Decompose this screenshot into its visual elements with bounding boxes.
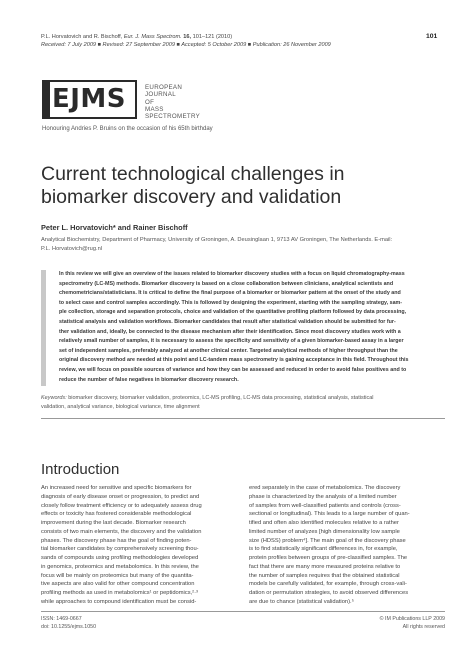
body-line: the number of samples requires that the obtained statistical — [249, 572, 400, 579]
footer-copyright — [380, 615, 445, 631]
abstract-line: statistical analysis and validation workflows. Biomarker candidates that result after statistical validation should be submitted for fur- — [59, 318, 396, 325]
affiliation-line: P.L. Horvatovich@rug.nl — [41, 245, 102, 252]
body-line: ered separately in the case of metabolomics. The discovery — [249, 485, 401, 491]
copyright: © IM Publications LLP 2009 — [379, 616, 445, 622]
divider — [41, 418, 445, 419]
journal-name — [145, 84, 200, 120]
abstract-line: review, we will focus on possible sources of variance and how they can be assessed and reduced in order to avoid false positives and to — [59, 366, 407, 373]
body-line: phases. The discovery phase has the goal of finding poten- — [41, 537, 192, 544]
body-line: closely follow treatment efficiency or to adequately assess drug — [41, 502, 202, 509]
body-line: consists of two main elements, the discovery and the validation — [41, 528, 202, 535]
keywords-line: validation, analytical variance, biological variance, time alignment — [41, 403, 200, 410]
body-line: limited number of analyzes [high dimensionality low sample — [249, 528, 400, 535]
body-line: sands of compounds using profiling methodologies developed — [41, 555, 199, 561]
rights: All rights reserved — [402, 624, 445, 630]
body-line: are due to chance (statistical validation).⁵ — [249, 598, 354, 605]
title-line: Current technological challenges in — [41, 163, 345, 185]
journal-name-line: EUROPEAN — [145, 84, 183, 91]
journal-name-line: SPECTROMETRY — [145, 113, 201, 121]
body-line: profiling methods as used in metabolomics¹ or peptidomics,²·³ — [41, 590, 198, 596]
body-line: in genomics, proteomics and metabolomics. In this review, the — [41, 563, 199, 570]
body-line: phase is characterized by the analysis of a limited number — [249, 493, 397, 500]
keywords-label: Keywords: — [41, 395, 67, 401]
honour-line: Honouring Andries P. Bruins on the occasion of his 65th birthday — [42, 126, 213, 132]
citation-authors: P.L. Horvatovich and R. Bischoff, — [41, 34, 124, 40]
body-line: dation or permutation strategies, to avoid observed differences — [249, 590, 409, 596]
citation-journal: Eur. J. Mass Spectrom. — [123, 34, 182, 40]
body-line: models be carefully validated, for example, through cross-vali- — [249, 581, 407, 588]
citation-pages-year: 101–121 (2010) — [191, 34, 233, 40]
keywords — [41, 394, 446, 411]
abstract-line: spectrometry (LC-MS) methods. Biomarker discovery is based on a close collaboration between clinicians, analytical scientists and — [59, 280, 394, 287]
page-number: 101 — [426, 33, 438, 40]
journal-logo: EJMS — [52, 84, 127, 114]
body-line: An increased need for sensitive and specific biomarkers for — [41, 485, 192, 491]
abstract-line: reduce the number of false negatives in biomarker discovery research. — [59, 376, 239, 383]
abstract-line: set of independent samples, preferably analyzed at another clinical center. Targeted analytical methods of higher throughput than the — [59, 347, 398, 354]
abstract — [59, 270, 444, 385]
abstract-bar — [41, 270, 46, 386]
footer-issn — [41, 615, 96, 631]
body-line: size (HDSS) problem⁴]. The main goal of the discovery phase — [249, 537, 406, 544]
running-header — [41, 33, 421, 49]
keywords-line — [41, 394, 446, 403]
body-line: tial biomarker candidates by comprehensively screening thou- — [41, 546, 199, 553]
affiliation — [41, 236, 441, 253]
authors: Peter L. Horvatovich* and Rainer Bischoff — [41, 223, 188, 232]
abstract-line: In this review we will give an overview of the issues related to biomarker discovery studies with a focus on liquid chromatography-mass — [59, 271, 405, 277]
body-line: effects or toxicity has fostered considerable methodological — [41, 511, 192, 518]
abstract-line: original discovery method are needed at this point and LC-tandem mass spectrometry is gaining acceptance in this field. Throughout this — [59, 357, 409, 364]
abstract-line: chemometricians/statisticians. It is critical to define the final purpose of a biomarker or biomarker pattern at the onset of the study and — [59, 290, 401, 297]
journal-name-line: JOURNAL — [145, 91, 176, 99]
citation-volume: 16, — [181, 34, 192, 40]
body-line: while approaches to compound identification must be consid- — [41, 598, 197, 605]
journal-name-line: MASS — [145, 105, 164, 113]
body-line: fact that there are many more measured proteins relative to — [249, 563, 401, 570]
body-line: protein profiles between groups of pre-classified samples. The — [249, 555, 408, 561]
body-line: improvement during the last decade. Biomarker research — [41, 520, 186, 526]
title-line: biomarker discovery and validation — [41, 186, 342, 208]
body-line: tified and often also identified molecules relative to a rather — [249, 520, 399, 526]
abstract-line: relatively small number of samples, it is necessary to assess the specificity and sensitivity of a given biomarker-based assay in a larger — [59, 338, 404, 345]
body-line: diagnosis of early disease onset or progression, to predict and — [41, 493, 200, 500]
keywords-text: biomarker discovery, biomarker validation, proteomics, LC-MS profiling, LC-MS data processing, statistical analysis, statistical — [66, 395, 374, 401]
body-line: sectional or longitudinal). This leads to a large number of quan- — [249, 511, 410, 518]
abstract-line: ple collection, storage and separation protocols, choice and validation of the quantitative profiling platform followed by data processing, — [59, 309, 407, 316]
issn: ISSN: 1469-0667 — [41, 616, 82, 622]
abstract-line: ther validation and, ideally, be connected to the disease mechanism after their identification. Since most discovery studies work with a — [59, 328, 401, 335]
citation-line — [41, 33, 421, 41]
abstract-line: to select case and control samples accordingly. This is followed by designing the experiment, starting with the sampling strategy, sam- — [59, 299, 403, 306]
journal-name-line: OF — [145, 98, 155, 106]
body-line: focus will be mainly on proteomics but many of the quantita- — [41, 572, 194, 579]
footer-divider — [41, 611, 445, 612]
section-heading: Introduction — [41, 461, 120, 478]
body-column-right — [249, 484, 445, 607]
affiliation-line: Analytical Biochemistry, Department of Pharmacy, University of Groningen, A. Deusinglaan 1, 9713 AV Groningen, The Netherlands. E-mail: — [41, 237, 393, 243]
publication-dates: Received: 7 July 2009 ■ Revised: 27 September 2009 ■ Accepted: 5 October 2009 ■ Publication: 26 November 2009 — [41, 42, 331, 48]
body-column-left — [41, 484, 237, 607]
body-line: is to find statistically significant differences in, for example, — [249, 546, 398, 553]
article-title — [41, 163, 461, 209]
body-line: tive aspects are also valid for other compound concentration — [41, 581, 195, 588]
doi: doi: 10.1255/ejms.1050 — [41, 624, 97, 630]
body-line: of samples from well-classified patients and controls (cross- — [249, 502, 401, 509]
journal-logo-strip — [42, 80, 50, 119]
